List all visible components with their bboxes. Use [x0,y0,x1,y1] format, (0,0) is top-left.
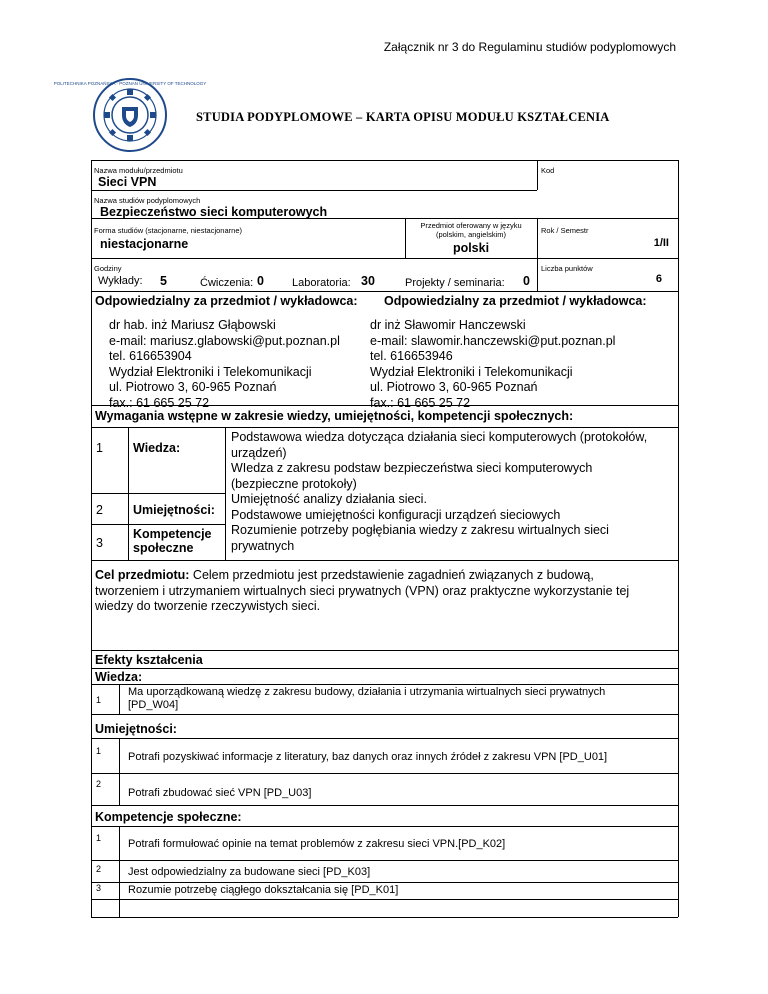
lecturer-left-address: ul. Piotrowo 3, 60-965 Poznań [109,380,277,394]
exercises-value: 0 [257,274,264,288]
language-label-1: Przedmiot oferowany w języku [420,221,522,230]
skill-2-text: Potrafi zbudować sieć VPN [PD_U03] [128,787,312,799]
ects-points-label: Liczba punktów [541,264,593,273]
req-1-text-line-2: urządzeń) [231,445,287,460]
requirements-heading: Wymagania wstępne w zakresie wiedzy, umiejętności, kompetencji społecznych: [95,409,574,423]
req-1-number: 1 [96,441,103,455]
social-2-number: 2 [96,864,102,874]
lecturer-right-faculty: Wydział Elektroniki i Telekomunikacji [370,364,573,379]
social-3-text: Rozumie potrzebę ciągłego dokształcania się [PD_K01] [128,884,399,896]
study-form-label: Forma studiów (stacjonarne, niestacjonarne) [94,226,242,235]
module-card-table [91,160,678,917]
lecturer-left-faculty: Wydział Elektroniki i Telekomunikacji [109,364,312,379]
lecturer-right-address: ul. Piotrowo 3, 60-965 Poznań [370,380,538,394]
projects-value: 0 [523,274,530,288]
course-goal-label: Cel przedmiotu: [95,568,190,582]
lecturer-right-name: dr inż Sławomir Hanczewski [370,318,526,332]
skill-1-number: 1 [96,746,102,756]
knowledge-1-number: 1 [96,695,102,705]
study-form-value: niestacjonarne [100,237,189,251]
lectures-label: Wykłady: [98,275,143,287]
knowledge-1-line-2: [PD_W04] [128,699,179,711]
req-1-text-line-1: Podstawowa wiedza dotycząca działania sieci komputerowych (protokołów, [231,430,648,444]
document-title: STUDIA PODYPLOMOWE – KARTA OPISU MODUŁU KSZTAŁCENIA [196,110,610,124]
studies-name-value: Bezpieczeństwo sieci komputerowych [100,205,328,219]
course-goal [95,568,673,615]
knowledge-1-line-1: Ma uporządkowaną wiedzę z zakresu budowy, działania i utrzymania wirtualnych sieci prywatnych [128,686,606,698]
req-3-text-line-1: Rozumienie potrzeby pogłębiania wiedzy z zakresu wirtualnych sieci [231,523,609,537]
course-goal-line-2: tworzeniem i utrzymaniem wirtualnych sieci prywatnych (VPN) oraz praktyczne wykorzystanie tej [95,583,630,598]
req-2-text-line-2: Podstawowe umiejętności konfiguracji urządzeń sieciowych [231,507,561,522]
year-semester-value: 1/II [653,237,669,249]
req-2-text-line-1: Umiejętność analizy działania sieci. [231,492,427,506]
req-3-label [133,527,212,555]
hours-label: Godziny [94,264,122,273]
skill-2-number: 2 [96,779,102,789]
module-name-value: Sieci VPN [98,175,157,189]
lectures-value: 5 [160,274,167,288]
req-1-text-line-4: (bezpieczne protokoły) [231,476,357,491]
module-name-label: Nazwa modułu/przedmiotu [94,166,183,175]
language-value: polski [452,241,490,255]
header-note: Załącznik nr 3 do Regulaminu studiów podyplomowych [383,40,676,54]
social-1-text: Potrafi formułować opinie na temat problemów z zakresu sieci VPN.[PD_K02] [128,838,506,850]
lecturer-left-name: dr hab. inż Mariusz Głąbowski [109,318,276,332]
responsible-heading-right: Odpowiedzialny za przedmiot / wykładowca: [384,294,647,308]
req-3-text-line-2: prywatnych [231,538,295,553]
lecturer-right-phone: tel. 616653946 [370,349,453,363]
social-2-text: Jest odpowiedzialny za budowane sieci [PD_K03] [128,866,371,878]
lecturer-right [370,318,615,411]
knowledge-heading: Wiedza: [95,670,143,684]
lecturer-left-email: e-mail: mariusz.glabowski@put.poznan.pl [109,333,340,348]
social-1-number: 1 [96,833,102,843]
effects-heading: Efekty kształcenia [95,653,203,667]
year-semester-label: Rok / Semestr [541,226,589,235]
course-goal-line-3: wiedzy do tworzenie rzeczywistych sieci. [95,599,321,613]
projects-label: Projekty / seminaria: [405,277,505,289]
logo-caption: POLITECHNIKA POZNAŃSKA · POZNAN UNIVERSITY OF TECHNOLOGY [53,81,207,86]
lecturer-right-fax: fax.: 61 665 25 72 [370,395,471,410]
ects-points-value: 6 [655,273,662,285]
social-3-number: 3 [96,883,102,893]
responsible-heading-left: Odpowiedzialny za przedmiot / wykładowca: [95,294,358,308]
studies-name-label: Nazwa studiów podyplomowych [94,196,201,205]
laboratory-label: Laboratoria: [292,277,351,289]
social-competences-heading: Kompetencje społeczne: [95,810,242,824]
skills-heading: Umiejętności: [95,722,177,736]
lecturer-right-email: e-mail: slawomir.hanczewski@put.poznan.pl [370,333,616,348]
university-logo [53,77,207,153]
lecturer-left-phone: tel. 616653904 [109,349,192,363]
req-1-text-line-3: WIedza z zakresu podstaw bezpieczeństwa sieci komputerowych [231,461,593,475]
req-2-number: 2 [96,503,103,517]
req-3-label-line-2: społeczne [133,541,194,555]
knowledge-1-text [128,686,605,712]
req-2-label: Umiejętności: [133,503,215,517]
code-label: Kod [541,166,555,175]
course-goal-line-1: Celem przedmiotu jest przedstawienie zagadnień związanych z budową, [189,568,594,582]
exercises-label: Ćwiczenia: [200,277,254,289]
language-label-2: (polskim, angielskim) [435,230,507,239]
skill-1-text: Potrafi pozyskiwać informacje z literatury, baz danych oraz innych źródeł z zakresu VPN [PD_U01] [128,751,608,763]
lecturer-left [109,318,340,411]
req-1-label: Wiedza: [133,441,181,455]
req-1-text [231,430,647,554]
lecturer-left-fax: fax.: 61 665 25 72 [109,395,210,410]
laboratory-value: 30 [361,274,375,288]
req-3-number: 3 [96,536,103,550]
req-3-label-line-1: Kompetencje [133,527,212,541]
